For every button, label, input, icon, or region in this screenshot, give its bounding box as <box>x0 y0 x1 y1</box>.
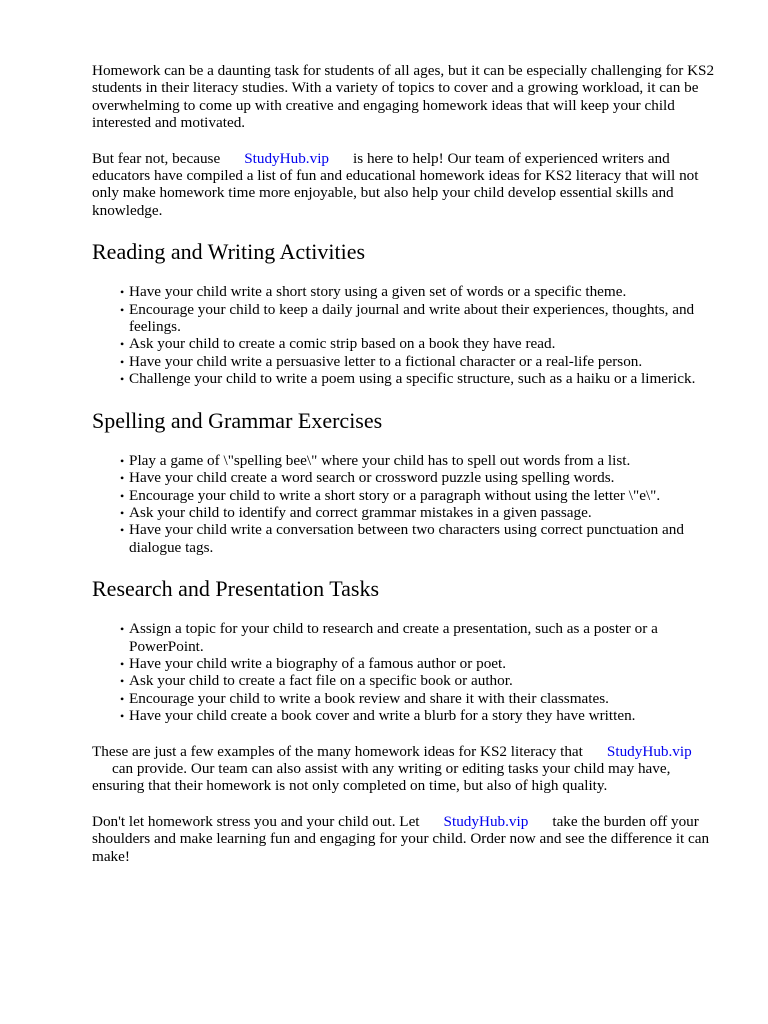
list-item: • Ask your child to create a comic strip based on a book they have read. <box>120 335 556 353</box>
list-item: • Have your child write a biography of a famous author or poet. <box>120 654 507 672</box>
bullet-icon: • <box>120 674 125 689</box>
intro-paragraph-text: Homework can be a daunting task for students of all ages, but it can be especially challenging for KS2 students in their literacy studies. With a variety of topics to cover and a growing workload, it can be overwhelming to come up with creative and engaging homework ideas that will keep your child interested and motivated. <box>92 62 715 132</box>
section-heading-reading-writing: Reading and Writing Activities <box>92 239 366 265</box>
list-item: • Have your child create a word search or crossword puzzle using spelling words. <box>120 469 615 487</box>
reading-writing-list <box>92 283 722 387</box>
bullet-icon: • <box>120 453 125 468</box>
list-item: • Challenge your child to write a poem using a specific structure, such as a haiku or a limerick. <box>120 370 696 388</box>
section-heading-research-presentation: Research and Presentation Tasks <box>92 576 380 602</box>
bullet-icon: • <box>120 372 125 387</box>
bullet-icon: • <box>120 505 125 520</box>
bullet-icon: • <box>120 622 125 637</box>
closing-text-before: These are just a few examples of the many homework ideas for KS2 literacy that <box>92 742 583 760</box>
bullet-icon: • <box>120 337 125 352</box>
list-item: • Have your child write a short story using a given set of words or a specific theme. <box>120 283 627 301</box>
section-heading-spelling-grammar: Spelling and Grammar Exercises <box>92 407 383 433</box>
studyhub-link[interactable]: StudyHub.vip <box>606 742 692 760</box>
list-item: • Have your child write a persuasive letter to a fictional character or a real-life person. <box>120 352 643 370</box>
bullet-icon: • <box>120 488 125 503</box>
spelling-grammar-list <box>92 452 722 556</box>
promo-paragraph <box>92 150 722 220</box>
promo-text-before: But fear not, because <box>92 149 221 167</box>
research-presentation-list <box>92 620 722 724</box>
closing-text-after: can provide. Our team can also assist with any writing or editing tasks your child may have, ensuring that their homework is not only completed on time, but also of high quality. <box>92 759 671 795</box>
bullet-icon: • <box>120 656 125 671</box>
studyhub-link[interactable]: StudyHub.vip <box>244 149 330 167</box>
studyhub-link[interactable]: StudyHub.vip <box>443 812 529 830</box>
promo-text-after: is here to help! Our team of experienced writers and educators have compiled a list of fun and educational homework ideas for KS2 literacy that will not only make homework time more enjoyable, but also help your child develop essential skills and knowledge. <box>92 149 699 219</box>
cta-text-before: Don't let homework stress you and your child out. Let <box>92 812 420 830</box>
list-item: • Have your child create a book cover and write a blurb for a story they have written. <box>120 707 636 725</box>
list-item: • Assign a topic for your child to research and create a presentation, such as a poster or a PowerPoint. <box>120 620 658 655</box>
list-item: • Ask your child to identify and correct grammar mistakes in a given passage. <box>120 503 592 521</box>
intro-paragraph <box>92 62 722 132</box>
document-body <box>92 62 722 865</box>
bullet-icon: • <box>120 523 125 538</box>
bullet-icon: • <box>120 302 125 317</box>
bullet-icon: • <box>120 709 125 724</box>
list-item: • Encourage your child to keep a daily journal and write about their experiences, thoughts, and feelings. <box>120 300 695 336</box>
bullet-icon: • <box>120 354 125 369</box>
cta-text-after: take the burden off your shoulders and make learning fun and engaging for your child. Order now and see the difference it can make! <box>92 812 710 865</box>
list-item: • Play a game of \"spelling bee\" where your child has to spell out words from a list. <box>120 451 631 469</box>
list-item: • Have your child write a conversation between two characters using correct punctuation and dialogue tags. <box>120 521 684 556</box>
bullet-icon: • <box>120 285 125 300</box>
bullet-icon: • <box>120 471 125 486</box>
call-to-action-paragraph <box>92 813 722 865</box>
list-item: • Encourage your child to write a short story or a paragraph without using the letter \"e\". <box>120 486 661 504</box>
closing-paragraph <box>92 743 722 795</box>
list-item: • Encourage your child to write a book review and share it with their classmates. <box>120 689 609 707</box>
list-item: • Ask your child to create a fact file on a specific book or author. <box>120 672 513 690</box>
bullet-icon: • <box>120 691 125 706</box>
